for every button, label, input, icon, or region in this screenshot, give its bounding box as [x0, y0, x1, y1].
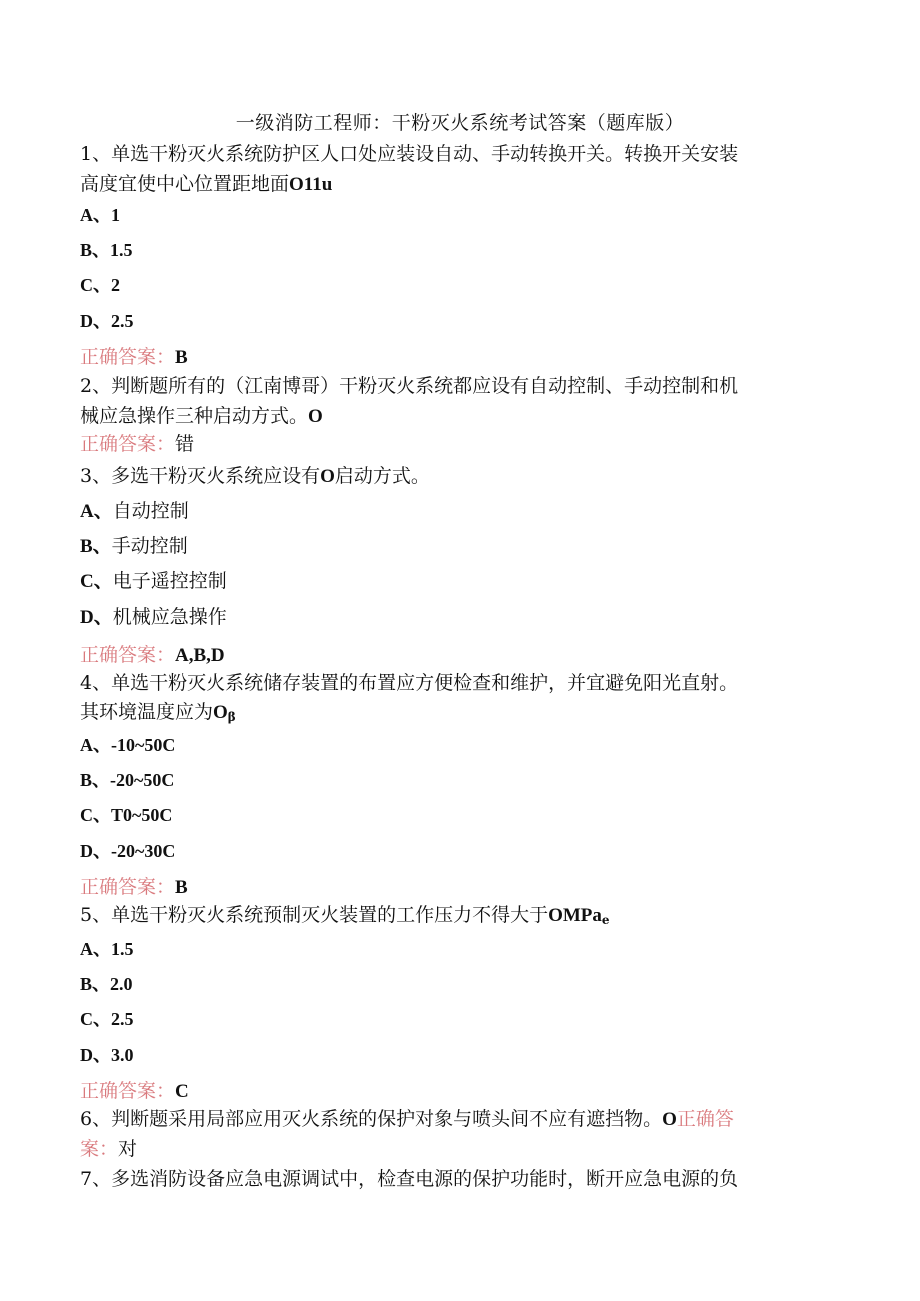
question-5-option-d: D、3.0 — [80, 1045, 134, 1065]
answer-blank: O — [213, 702, 228, 723]
question-2-text: 2、判断题所有的（江南博哥）干粉灭火系统都应设有自动控制、手动控制和机 — [80, 375, 739, 397]
question-5-option-a: A、1.5 — [80, 939, 134, 959]
question-6-answer: 案：对 — [80, 1138, 138, 1160]
document-title: 一级消防工程师：干粉灭火系统考试答案（题库版） — [235, 112, 685, 134]
question-1-option-a: A、1 — [80, 205, 120, 225]
answer-blank: OMPa — [548, 905, 602, 926]
question-5-option-b: B、2.0 — [80, 974, 133, 994]
question-5-text: 5、单选干粉灭火系统预制灭火装置的工作压力不得大于OMPa$_e$ — [80, 904, 610, 927]
question-2-text-cont: 械应急操作三种启动方式。O — [80, 405, 323, 427]
question-3-text: 3、多选干粉灭火系统应设有O启动方式。 — [80, 465, 430, 487]
question-3-answer: 正确答案：A,B,D — [80, 644, 225, 666]
question-1-option-d: D、2.5 — [80, 311, 134, 331]
question-3-option-c: C、电子遥控控制 — [80, 570, 227, 592]
question-1-text-cont: 高度宜使中心位置距地面O11u — [80, 173, 333, 195]
question-5-answer: 正确答案：C — [80, 1080, 189, 1102]
question-1-answer: 正确答案：B — [80, 346, 188, 368]
question-4-option-c: C、T0~50C — [80, 805, 173, 825]
question-4-answer: 正确答案：B — [80, 876, 188, 898]
question-4-text-cont: 其环境温度应为$O_\beta$ — [80, 701, 236, 724]
question-1-option-b: B、1.5 — [80, 240, 133, 260]
question-4-option-d: D、-20~30C — [80, 841, 176, 861]
question-4-option-a: A、-10~50C — [80, 735, 176, 755]
answer-blank: O11u — [289, 174, 333, 195]
answer-blank: O — [662, 1109, 677, 1130]
question-4-option-b: B、-20~50C — [80, 770, 175, 790]
question-6-text: 6、判断题采用局部应用灭火系统的保护对象与喷头间不应有遮挡物。O正确答 — [80, 1108, 734, 1130]
question-7-text: 7、多选消防设备应急电源调试中，检查电源的保护功能时，断开应急电源的负 — [80, 1168, 739, 1190]
question-4-text: 4、单选干粉灭火系统储存装置的布置应方便检查和维护，并宜避免阳光直射。 — [80, 672, 739, 694]
question-1-text: 1、单选干粉灭火系统防护区人口处应装设自动、手动转换开关。转换开关安装 — [80, 143, 739, 165]
question-3-option-b: B、手动控制 — [80, 535, 188, 557]
answer-blank: O — [320, 466, 335, 487]
question-3-option-a: A、自动控制 — [80, 500, 189, 522]
question-1-option-c: C、2 — [80, 275, 120, 295]
answer-blank: O — [308, 406, 323, 427]
question-3-option-d: D、机械应急操作 — [80, 606, 227, 628]
question-2-answer: 正确答案：错 — [80, 433, 195, 455]
question-5-option-c: C、2.5 — [80, 1009, 134, 1029]
